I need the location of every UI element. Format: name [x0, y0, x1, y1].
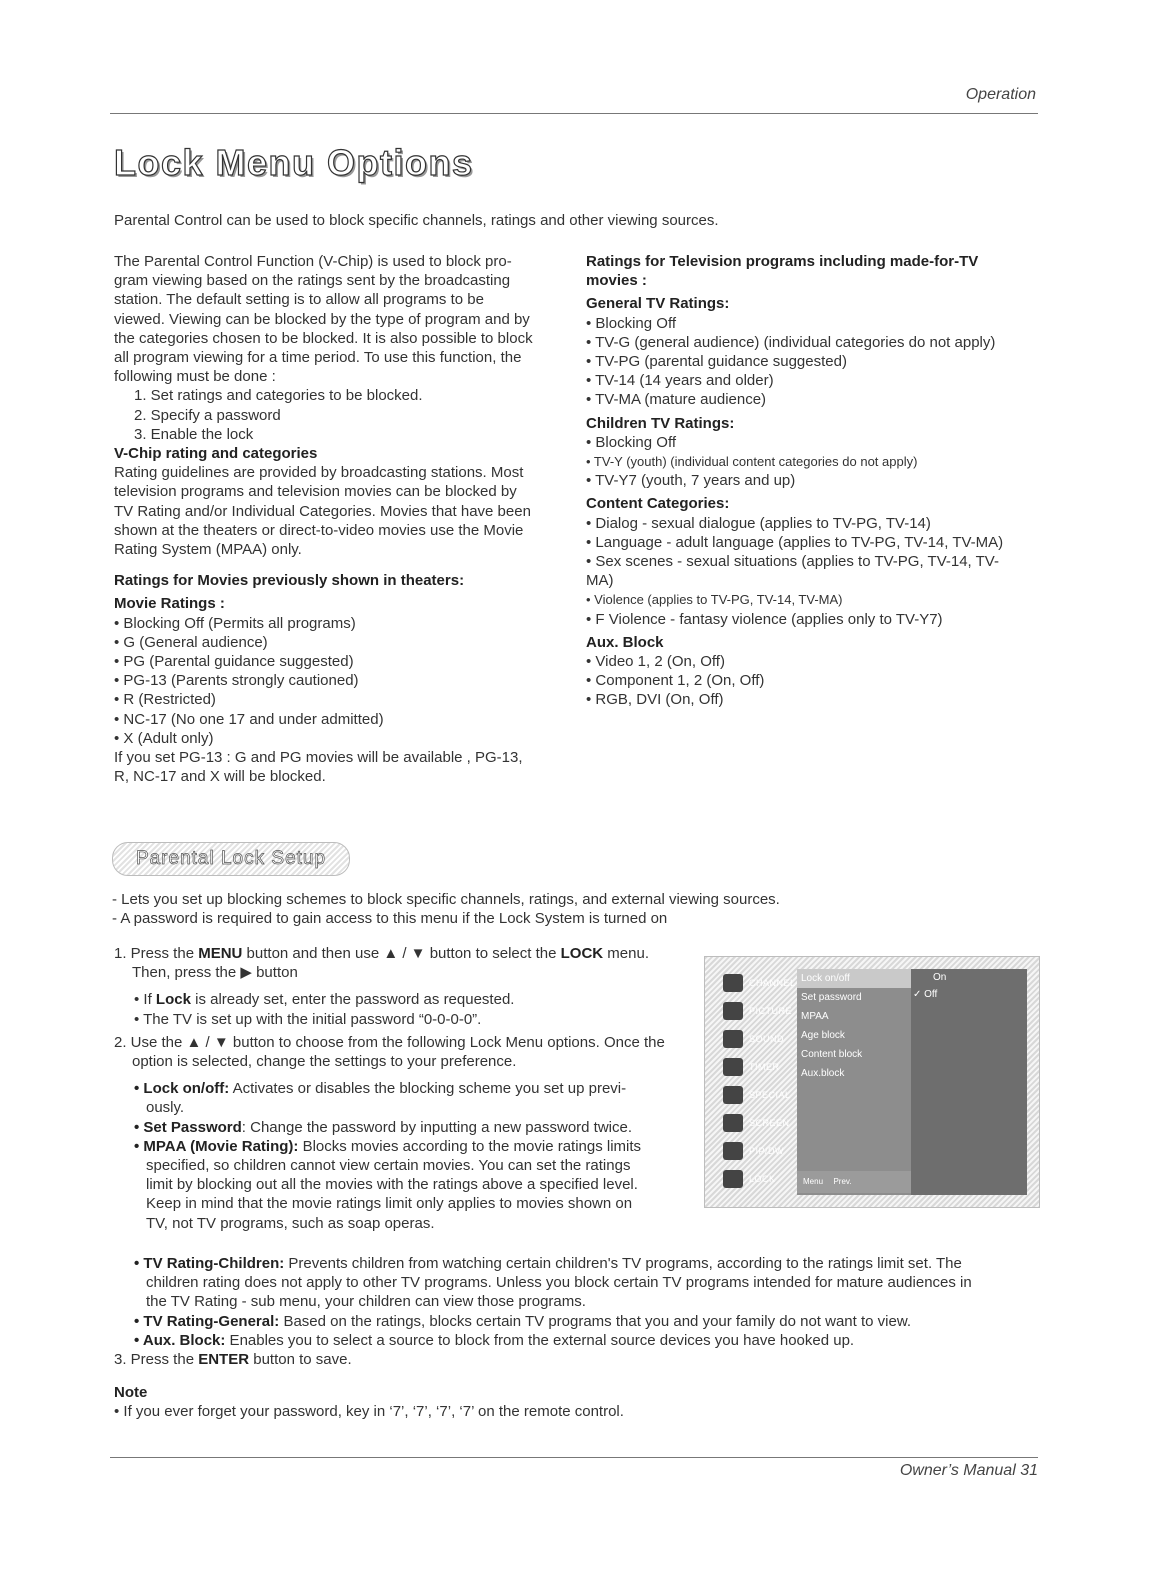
- left-p1-line: the categories chosen to be blocked. It is also possible to block: [114, 329, 533, 347]
- tv-value-item: ✓ Off: [913, 989, 938, 1000]
- option-text: Blocks movies according to the movie ratings limits: [298, 1137, 642, 1155]
- tv-nav-menu: Menu: [803, 1177, 824, 1186]
- movie-rating-item: • PG-13 (Parents strongly cautioned): [114, 672, 359, 690]
- footer-rule: [110, 1457, 1038, 1458]
- footer-page: Owner’s Manual 31: [899, 1462, 1038, 1479]
- movie-rating-item: • Blocking Off (Permits all programs): [114, 614, 356, 632]
- tv-side-item: [719, 997, 797, 1025]
- tv-side-label: SCREEN: [749, 1118, 790, 1128]
- option-text: Prevents children from watching certain children's TV programs, according to the ratings limit set. The: [284, 1255, 962, 1272]
- content-item: MA): [586, 572, 614, 590]
- channel-icon: [723, 974, 743, 992]
- option-text: children rating does not apply to other TV programs. Unless you block certain TV programs intended for mature audiences in: [146, 1274, 972, 1292]
- tv-side-item: [719, 1053, 797, 1081]
- header-rule: [110, 113, 1038, 114]
- tv-side-label: SPECIAL: [749, 1090, 791, 1100]
- intro-text: Parental Control can be used to block specific channels, ratings and other viewing sources.: [114, 212, 719, 229]
- note-text: • If you ever forget your password, key in ‘7’, ‘7’, ‘7’, ‘7’ on the remote control.: [114, 1403, 624, 1421]
- tv-value-item: On: [933, 972, 947, 983]
- option-label: • Set Password: [134, 1118, 242, 1136]
- banner-label: Parental Lock Setup: [135, 848, 327, 869]
- tv-nav-prev: Prev.: [833, 1177, 852, 1186]
- right-column: [586, 252, 1042, 710]
- option-text: Keep in mind that the movie ratings limit only applies to movies shown on: [146, 1195, 633, 1213]
- tv-ratings-heading: Ratings for Television programs including made-for-TV: [586, 253, 979, 270]
- dash-line: - A password is required to gain access to this menu if the Lock System is turned on: [112, 910, 668, 928]
- vchip-heading: V-Chip rating and categories: [114, 445, 318, 463]
- children-item: • TV-Y (youth) (individual content categories do not apply): [586, 454, 918, 470]
- movie-rating-item: • G (General audience): [114, 633, 268, 651]
- vchip-line: TV Rating and/or Individual Categories. Movies that have been: [114, 502, 531, 520]
- tv-side-label: PICTURE: [749, 1006, 793, 1016]
- content-item: • Sex scenes - sexual situations (applies to TV-PG, TV-14, TV-: [586, 553, 999, 571]
- left-p1-line: gram viewing based on the ratings sent by the broadcasting: [114, 272, 511, 290]
- left-step: 2. Specify a password: [134, 406, 281, 424]
- option-label: • TV Rating-General:: [134, 1312, 280, 1330]
- tv-menu-screenshot: [704, 956, 1040, 1208]
- pip-icon: [723, 1142, 743, 1160]
- special-icon: [723, 1086, 743, 1104]
- step3-text: 3. Press the: [114, 1351, 199, 1369]
- menu-keyword: MENU: [198, 945, 243, 962]
- tv-lock-submenu: [797, 969, 911, 1195]
- lock-icon: [723, 1170, 743, 1188]
- bullet-text: • If: [134, 991, 156, 1009]
- general-item: • TV-MA (mature audience): [586, 391, 767, 409]
- picture-icon: [723, 1002, 743, 1020]
- vchip-line: Rating System (MPAA) only.: [114, 541, 302, 559]
- tv-ratings-heading: movies :: [586, 272, 647, 290]
- general-item: • TV-PG (parental guidance suggested): [586, 353, 847, 371]
- sound-icon: [723, 1030, 743, 1048]
- step1-text: menu.: [603, 945, 649, 962]
- tv-menu-item: Lock on/off: [797, 969, 911, 988]
- lock-keyword: LOCK: [560, 945, 604, 962]
- tv-menu-item: MPAA: [801, 1011, 829, 1022]
- movies-heading: Ratings for Movies previously shown in theaters:: [114, 572, 465, 590]
- page-title: Lock Menu Options: [114, 142, 474, 183]
- step1-line2: Then, press the ▶ button: [132, 964, 298, 982]
- movie-rating-item: • NC-17 (No one 17 and under admitted): [114, 710, 384, 728]
- content-item: • Language - adult language (applies to TV-PG, TV-14, TV-MA): [586, 533, 1004, 551]
- tv-side-item: [719, 969, 797, 997]
- content-item: • Dialog - sexual dialogue (applies to TV-PG, TV-14): [586, 514, 931, 532]
- aux-heading: Aux. Block: [586, 633, 664, 651]
- content-heading: Content Categories:: [586, 495, 730, 513]
- option-text: Based on the ratings, blocks certain TV programs that you and your family do not want to view.: [279, 1312, 912, 1330]
- left-column: [114, 252, 566, 786]
- step3-text: button to save.: [249, 1351, 352, 1369]
- option-label: • MPAA (Movie Rating):: [134, 1137, 299, 1155]
- lock-keyword: Lock: [155, 991, 191, 1009]
- bullet-text: is already set, enter the password as requested.: [190, 991, 515, 1009]
- tv-side-label: LOCK: [749, 1174, 776, 1184]
- aux-item: • Video 1, 2 (On, Off): [586, 653, 725, 671]
- tv-side-label: TIMER: [749, 1062, 780, 1072]
- movie-rating-item: • R (Restricted): [114, 691, 216, 709]
- left-p1-line: station. The default setting is to allow all programs to be: [114, 291, 484, 309]
- option-label: • Lock on/off:: [134, 1080, 230, 1098]
- bullet-text: • The TV is set up with the initial password “0-0-0-0”.: [134, 1010, 482, 1028]
- left-step: 1. Set ratings and categories to be blocked.: [134, 387, 423, 405]
- tv-side-item: [719, 1165, 797, 1193]
- general-item: • TV-G (general audience) (individual categories do not apply): [586, 333, 996, 351]
- content-item: • F Violence - fantasy violence (applies only to TV-Y7): [586, 610, 943, 628]
- tv-menu-item: Aux.block: [801, 1068, 845, 1079]
- tv-side-menu: [719, 969, 797, 1195]
- general-item: • TV-14 (14 years and older): [586, 372, 774, 390]
- movie-ratings-heading: Movie Ratings :: [114, 595, 225, 613]
- option-text: TV, not TV programs, such as soap operas.: [146, 1214, 435, 1232]
- children-item: • Blocking Off: [586, 433, 677, 451]
- section-label: Operation: [965, 86, 1036, 103]
- steps-bottom: [114, 1254, 1044, 1422]
- option-text: limit by blocking out all the movies with the ratings above a specified level.: [146, 1176, 638, 1194]
- steps-top: [114, 944, 684, 1233]
- left-p1-line: all program viewing for a time period. To use this function, the: [114, 349, 522, 367]
- vchip-line: Rating guidelines are provided by broadcasting stations. Most: [114, 464, 524, 482]
- option-label: • TV Rating-Children:: [134, 1255, 285, 1272]
- tv-side-label: CHANNEL: [749, 978, 796, 988]
- movie-rating-item: • X (Adult only): [114, 729, 214, 747]
- left-p1-line: following must be done :: [114, 368, 276, 386]
- left-step: 3. Enable the lock: [134, 425, 254, 443]
- movie-rating-item: • PG (Parental guidance suggested): [114, 653, 354, 671]
- movie-note-line: R, NC-17 and X will be blocked.: [114, 768, 326, 786]
- option-label: • Aux. Block:: [134, 1331, 226, 1349]
- children-item: • TV-Y7 (youth, 7 years and up): [586, 472, 796, 490]
- note-heading: Note: [114, 1384, 148, 1402]
- children-heading: Children TV Ratings:: [586, 414, 735, 432]
- tv-menu-item: Age block: [801, 1030, 845, 1041]
- timer-icon: [723, 1058, 743, 1076]
- option-text: Activates or disables the blocking scheme you set up previ-: [229, 1080, 627, 1098]
- dash-line: - Lets you set up blocking schemes to block specific channels, ratings, and external viewing sources.: [112, 891, 780, 908]
- step1-text: button and then use ▲ / ▼ button to select the: [242, 945, 561, 962]
- tv-side-item: [719, 1137, 797, 1165]
- movie-note-line: If you set PG-13 : G and PG movies will be available , PG-13,: [114, 749, 523, 767]
- tv-menu-item: Set password: [801, 992, 862, 1003]
- tv-side-item: [719, 1081, 797, 1109]
- tv-side-item: [719, 1109, 797, 1137]
- aux-item: • Component 1, 2 (On, Off): [586, 672, 765, 690]
- tv-menu-item: Content block: [801, 1049, 863, 1060]
- vchip-line: shown at the theaters or direct-to-video movies use the Movie: [114, 521, 524, 539]
- setup-dashes: [112, 890, 1052, 928]
- option-text: Enables you to select a source to block from the external source devices you have hooked up.: [225, 1331, 855, 1349]
- aux-item: • RGB, DVI (On, Off): [586, 691, 724, 709]
- left-p1-line: The Parental Control Function (V-Chip) is used to block pro-: [114, 253, 512, 270]
- option-text: specified, so children cannot view certain movies. You can set the ratings: [146, 1157, 631, 1175]
- general-item: • Blocking Off: [586, 314, 677, 332]
- vchip-line: television programs and television movies can be blocked by: [114, 483, 517, 501]
- tv-value-panel: [911, 969, 1027, 1195]
- general-heading: General TV Ratings:: [586, 295, 730, 313]
- enter-keyword: ENTER: [198, 1351, 250, 1369]
- step2-line: option is selected, change the settings to your preference.: [132, 1053, 517, 1071]
- tv-nav-bar: [797, 1171, 911, 1193]
- parental-lock-setup-banner: [112, 842, 350, 876]
- option-text: ously.: [146, 1099, 185, 1117]
- tv-side-item: [719, 1025, 797, 1053]
- tv-side-label: SOUND: [749, 1034, 785, 1044]
- tv-side-label: PIP/DW: [749, 1146, 785, 1156]
- step1-text: 1. Press the: [114, 945, 199, 962]
- left-p1-line: viewed. Viewing can be blocked by the type of program and by: [114, 310, 530, 328]
- screen-icon: [723, 1114, 743, 1132]
- step2-line: 2. Use the ▲ / ▼ button to choose from the following Lock Menu options. Once the: [114, 1033, 665, 1051]
- option-text: the TV Rating - sub menu, your children can view those programs.: [146, 1293, 586, 1311]
- content-item: • Violence (applies to TV-PG, TV-14, TV-MA): [586, 592, 843, 608]
- option-text: : Change the password by inputting a new password twice.: [241, 1118, 633, 1136]
